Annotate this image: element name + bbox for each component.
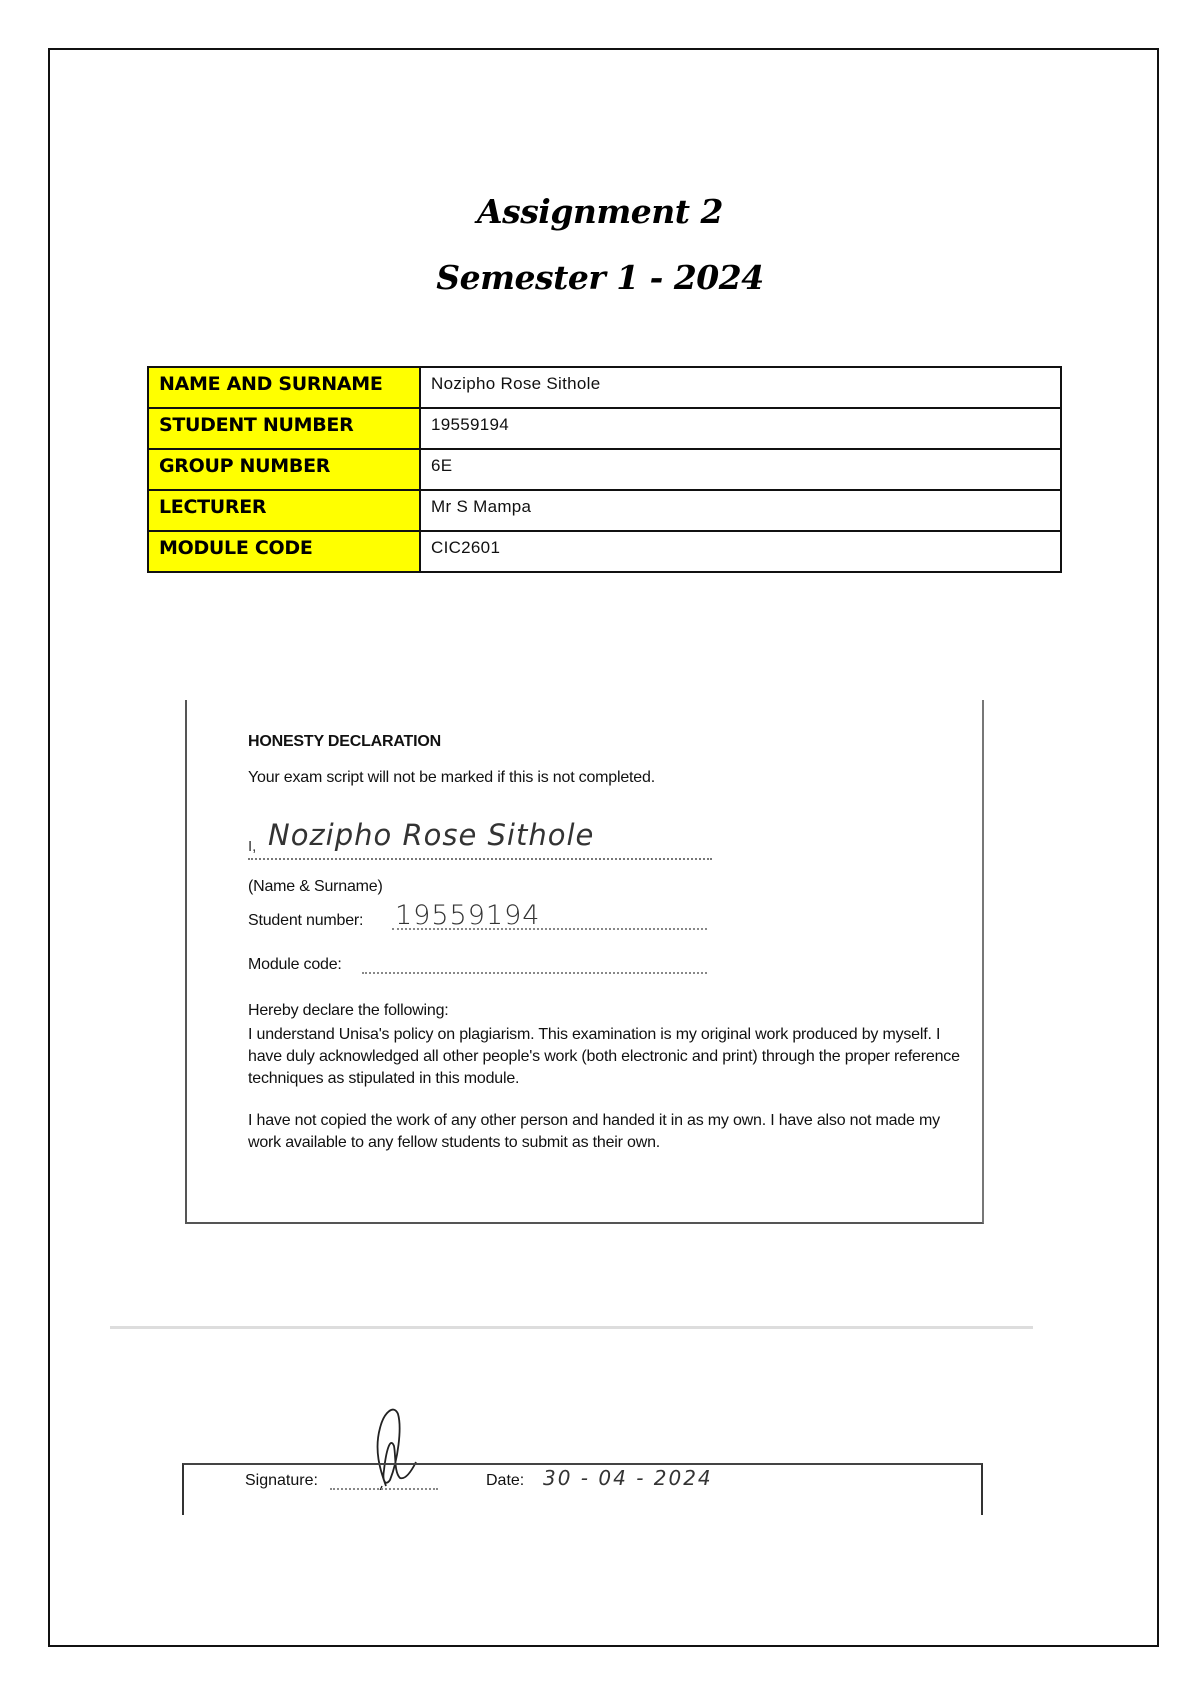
separator-line: [110, 1326, 1033, 1329]
row-value-name: Nozipho Rose Sithole: [420, 367, 1061, 408]
row-value-lecturer: Mr S Mampa: [420, 490, 1061, 531]
row-value-module-code: CIC2601: [420, 531, 1061, 572]
table-row: [148, 531, 1061, 572]
row-label-student-number: STUDENT NUMBER: [148, 408, 420, 449]
row-label-lecturer: LECTURER: [148, 490, 420, 531]
student-number-label: Student number:: [248, 912, 364, 929]
module-code-dotted-line: [362, 972, 707, 974]
table-row: [148, 367, 1061, 408]
row-value-group-number: 6E: [420, 449, 1061, 490]
name-caption: (Name & Surname): [248, 878, 383, 895]
name-prefix: I,: [248, 838, 257, 855]
date-label: Date:: [486, 1472, 525, 1489]
row-label-group-number: GROUP NUMBER: [148, 449, 420, 490]
row-label-module-code: MODULE CODE: [148, 531, 420, 572]
honesty-warning: Your exam script will not be marked if this is not completed.: [248, 769, 655, 786]
handwritten-name: Nozipho Rose Sithole: [268, 818, 595, 852]
declaration-paragraph-1: I understand Unisa's policy on plagiarism. This examination is my original work produced by myself. I have duly acknowledged all other people's work (both electronic and print) through the proper reference techniques as stipulated in this module.: [248, 1026, 960, 1087]
table-row: [148, 490, 1061, 531]
hereby-declare: Hereby declare the following:: [248, 1002, 449, 1019]
declaration-paragraph-2: I have not copied the work of any other person and handed it in as my own. I have also not made my work available to any fellow students to submit as their own.: [248, 1112, 940, 1151]
handwritten-student-number: 19559194: [395, 900, 541, 931]
row-label-name: NAME AND SURNAME: [148, 367, 420, 408]
student-info-table: [147, 366, 1062, 573]
row-value-student-number: 19559194: [420, 408, 1061, 449]
table-row: [148, 449, 1061, 490]
signature-dotted-line: [330, 1488, 438, 1490]
signature-label: Signature:: [245, 1472, 318, 1489]
table-row: [148, 408, 1061, 449]
honesty-heading: HONESTY DECLARATION: [248, 733, 441, 750]
module-code-label: Module code:: [248, 956, 342, 973]
document-title: Assignment 2: [477, 192, 723, 231]
document-subtitle: Semester 1 - 2024: [436, 258, 764, 297]
handwritten-date: 30 - 04 - 2024: [543, 1466, 713, 1490]
